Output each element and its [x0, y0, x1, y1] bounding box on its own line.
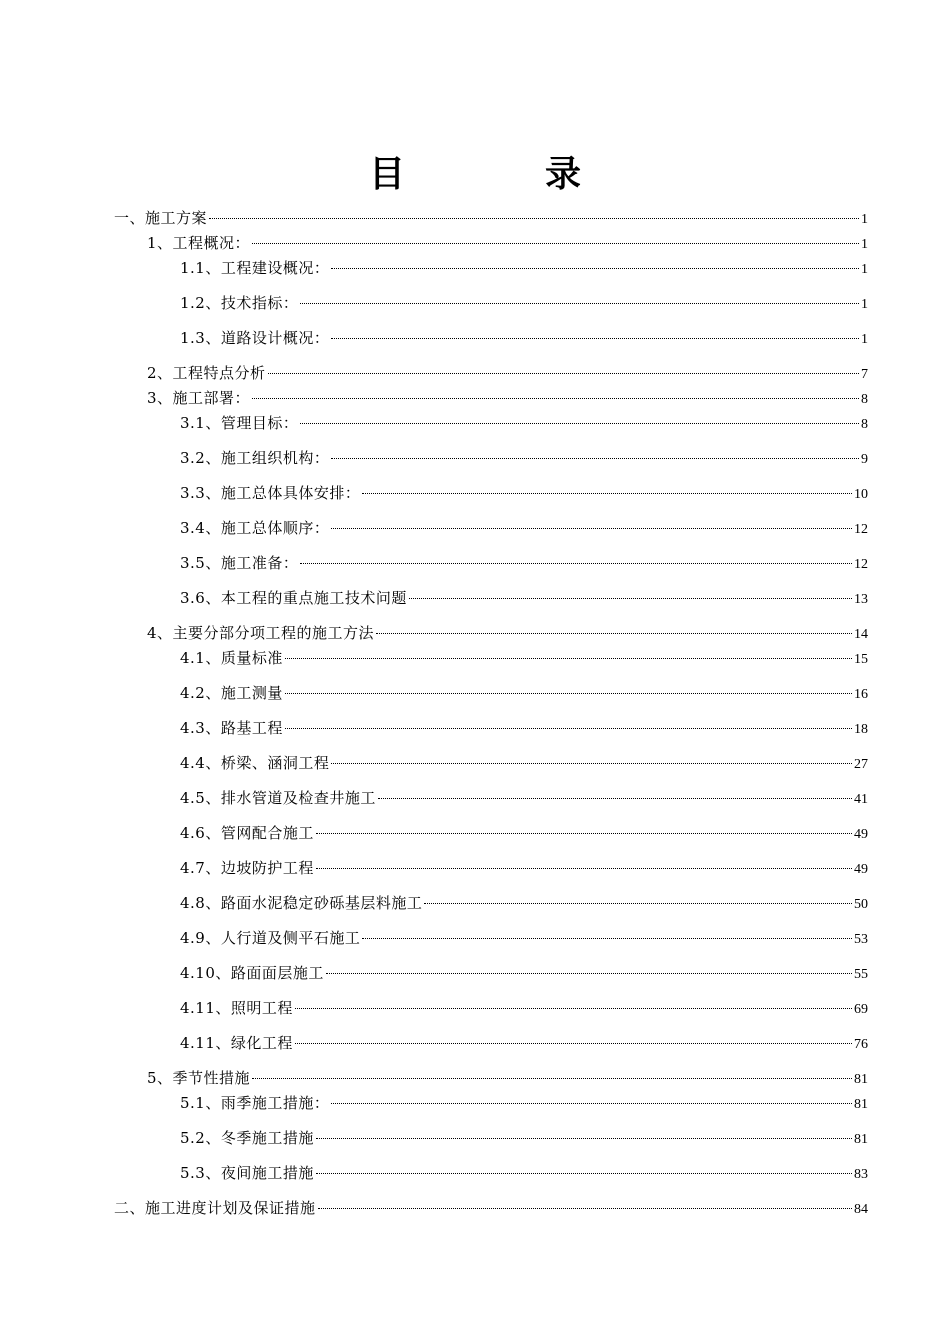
- toc-dot-leader: [424, 903, 852, 904]
- toc-entry-page-number: 14: [854, 627, 868, 642]
- toc-entry-page-number: 8: [861, 392, 868, 407]
- page-title: 目 录: [368, 154, 633, 195]
- toc-entry-title: 4.6、管网配合施工: [180, 824, 314, 842]
- toc-entry-page-number: 1: [861, 262, 868, 277]
- toc-dot-leader: [331, 458, 859, 459]
- toc-entry[interactable]: [180, 257, 868, 279]
- toc-dot-leader: [285, 728, 852, 729]
- toc-entry-page-number: 1: [861, 237, 868, 252]
- toc-dot-leader: [295, 1008, 852, 1009]
- toc-entry-page-number: 49: [854, 862, 868, 877]
- toc-entry-page-number: 76: [854, 1037, 868, 1052]
- toc-entry-page-number: 41: [854, 792, 868, 807]
- toc-entry[interactable]: [180, 552, 868, 574]
- toc-entry-title: 3.4、施工总体顺序：: [180, 519, 330, 537]
- toc-entry-page-number: 81: [854, 1072, 868, 1087]
- toc-entry-title: 3.3、施工总体具体安排：: [180, 484, 361, 502]
- toc-entry[interactable]: [180, 1162, 868, 1184]
- toc-entry-page-number: 8: [861, 417, 868, 432]
- toc-entry-title: 5.1、雨季施工措施：: [180, 1094, 330, 1112]
- toc-entry-page-number: 49: [854, 827, 868, 842]
- toc-dot-leader: [331, 528, 852, 529]
- toc-entry[interactable]: [180, 447, 868, 469]
- toc-entry-page-number: 81: [854, 1097, 868, 1112]
- toc-entry[interactable]: [147, 1067, 868, 1089]
- toc-entry[interactable]: [180, 892, 868, 914]
- toc-entry-title: 1、工程概况：: [147, 234, 251, 252]
- toc-dot-leader: [326, 973, 852, 974]
- toc-entry[interactable]: [180, 1127, 868, 1149]
- toc-entry-page-number: 1: [861, 297, 868, 312]
- toc-dot-leader: [252, 243, 859, 244]
- toc-entry[interactable]: [180, 482, 868, 504]
- toc-entry-page-number: 12: [854, 522, 868, 537]
- toc-entry-title: 4.9、人行道及侧平石施工: [180, 929, 361, 947]
- toc-entry-page-number: 18: [854, 722, 868, 737]
- toc-entry[interactable]: [180, 962, 868, 984]
- toc-dot-leader: [316, 833, 852, 834]
- toc-entry[interactable]: [180, 752, 868, 774]
- toc-entry[interactable]: [180, 587, 868, 609]
- toc-dot-leader: [316, 1138, 852, 1139]
- toc-entry[interactable]: [180, 927, 868, 949]
- toc-entry-title: 3.1、管理目标：: [180, 414, 299, 432]
- toc-entry-page-number: 81: [854, 1132, 868, 1147]
- toc-entry-title: 4.7、边坡防护工程: [180, 859, 314, 877]
- toc-entry[interactable]: [180, 517, 868, 539]
- toc-entry-page-number: 15: [854, 652, 868, 667]
- toc-entry-title: 4.11、绿化工程: [180, 1034, 293, 1052]
- toc-entry[interactable]: [114, 207, 868, 229]
- toc-dot-leader: [362, 493, 852, 494]
- toc-entry-page-number: 1: [861, 212, 868, 227]
- toc-entry[interactable]: [180, 682, 868, 704]
- toc-dot-leader: [318, 1208, 852, 1209]
- toc-entry-title: 5、季节性措施: [147, 1069, 251, 1087]
- toc-entry-page-number: 50: [854, 897, 868, 912]
- toc-dot-leader: [331, 1103, 852, 1104]
- toc-entry[interactable]: [147, 622, 868, 644]
- toc-entry-page-number: 84: [854, 1202, 868, 1217]
- toc-dot-leader: [378, 798, 852, 799]
- toc-dot-leader: [285, 693, 852, 694]
- toc-entry-page-number: 13: [854, 592, 868, 607]
- toc-entry-page-number: 55: [854, 967, 868, 982]
- toc-entry-title: 1.1、工程建设概况：: [180, 259, 330, 277]
- toc-entry-page-number: 16: [854, 687, 868, 702]
- toc-entry-title: 4.4、桥梁、涵洞工程: [180, 754, 330, 772]
- toc-dot-leader: [362, 938, 852, 939]
- toc-entry[interactable]: [180, 327, 868, 349]
- toc-entry-title: 3.5、施工准备：: [180, 554, 299, 572]
- toc-entry[interactable]: [180, 787, 868, 809]
- toc-dot-leader: [252, 1078, 852, 1079]
- toc-entry-page-number: 53: [854, 932, 868, 947]
- toc-entry[interactable]: [180, 1032, 868, 1054]
- toc-entry-title: 4.8、路面水泥稳定砂砾基层料施工: [180, 894, 423, 912]
- toc-entry[interactable]: [114, 1197, 868, 1219]
- toc-entry-page-number: 7: [861, 367, 868, 382]
- toc-entry[interactable]: [180, 997, 868, 1019]
- toc-entry-page-number: 12: [854, 557, 868, 572]
- toc-entry-page-number: 10: [854, 487, 868, 502]
- toc-entry[interactable]: [180, 1092, 868, 1114]
- toc-entry[interactable]: [180, 647, 868, 669]
- toc-dot-leader: [209, 218, 859, 219]
- toc-entry-title: 4.1、质量标准: [180, 649, 283, 667]
- toc-dot-leader: [285, 658, 852, 659]
- toc-dot-leader: [295, 1043, 852, 1044]
- toc-dot-leader: [252, 398, 859, 399]
- toc-entry-title: 3.6、本工程的重点施工技术问题: [180, 589, 407, 607]
- toc-dot-leader: [300, 303, 859, 304]
- toc-entry-title: 一、施工方案: [114, 209, 208, 227]
- toc-entry[interactable]: [147, 362, 868, 384]
- toc-entry-page-number: 69: [854, 1002, 868, 1017]
- toc-dot-leader: [316, 868, 852, 869]
- toc-dot-leader: [300, 563, 852, 564]
- toc-entry[interactable]: [180, 717, 868, 739]
- toc-entry[interactable]: [180, 292, 868, 314]
- toc-entry-title: 5.2、冬季施工措施: [180, 1129, 314, 1147]
- toc-entry-title: 5.3、夜间施工措施: [180, 1164, 314, 1182]
- toc-entry[interactable]: [180, 857, 868, 879]
- toc-entry-title: 4.2、施工测量: [180, 684, 283, 702]
- toc-entry-title: 3.2、施工组织机构：: [180, 449, 330, 467]
- toc-dot-leader: [331, 268, 859, 269]
- toc-entry-title: 1.3、道路设计概况：: [180, 329, 330, 347]
- toc-entry[interactable]: [147, 232, 868, 254]
- toc-dot-leader: [268, 373, 859, 374]
- toc-entry-page-number: 27: [854, 757, 868, 772]
- toc-dot-leader: [409, 598, 852, 599]
- toc-dot-leader: [376, 633, 852, 634]
- toc-entry-page-number: 83: [854, 1167, 868, 1182]
- toc-entry-page-number: 1: [861, 332, 868, 347]
- toc-entry-title: 4、主要分部分项工程的施工方法: [147, 624, 375, 642]
- toc-entry-title: 3、施工部署：: [147, 389, 251, 407]
- toc-entry-title: 2、工程特点分析: [147, 364, 266, 382]
- toc-entry-page-number: 9: [861, 452, 868, 467]
- toc-entry-title: 1.2、技术指标：: [180, 294, 299, 312]
- toc-entry[interactable]: [180, 822, 868, 844]
- toc-dot-leader: [331, 763, 852, 764]
- toc-entry-title: 4.3、路基工程: [180, 719, 283, 737]
- toc-dot-leader: [300, 423, 859, 424]
- toc-entry-title: 二、施工进度计划及保证措施: [114, 1199, 316, 1217]
- toc-entry-title: 4.10、路面面层施工: [180, 964, 324, 982]
- toc-dot-leader: [316, 1173, 852, 1174]
- toc-entry-title: 4.5、排水管道及检查井施工: [180, 789, 376, 807]
- toc-dot-leader: [331, 338, 859, 339]
- toc-entry[interactable]: [147, 387, 868, 409]
- toc-entry[interactable]: [180, 412, 868, 434]
- toc-entry-title: 4.11、照明工程: [180, 999, 293, 1017]
